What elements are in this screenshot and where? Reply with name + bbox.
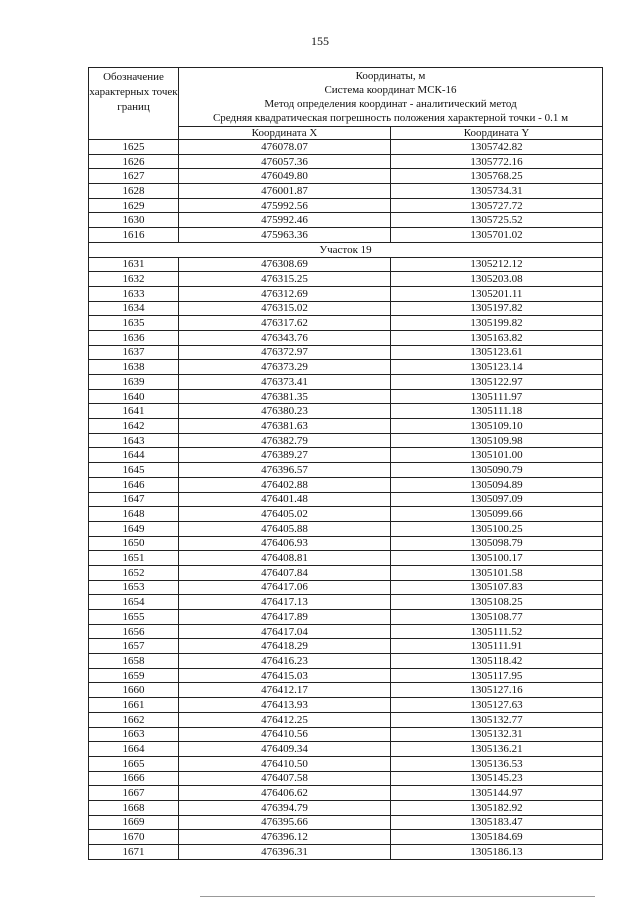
point-id-cell: 1660 — [89, 683, 179, 698]
coordinate-x-cell: 476380.23 — [179, 404, 391, 419]
coordinates-header — [179, 68, 603, 127]
coordinate-y-cell: 1305199.82 — [391, 316, 603, 331]
point-id-cell: 1627 — [89, 169, 179, 184]
coordinate-x-cell: 475992.56 — [179, 198, 391, 213]
coordinate-x-cell: 476381.63 — [179, 419, 391, 434]
point-id-cell: 1651 — [89, 551, 179, 566]
coordinate-x-cell: 476382.79 — [179, 433, 391, 448]
coordinate-y-cell: 1305183.47 — [391, 815, 603, 830]
coordinate-x-cell: 475992.46 — [179, 213, 391, 228]
point-id-cell: 1633 — [89, 286, 179, 301]
table-row — [89, 639, 603, 654]
coordinate-y-cell: 1305136.53 — [391, 756, 603, 771]
coordinate-y-cell: 1305186.13 — [391, 845, 603, 860]
page-number: 155 — [311, 34, 329, 48]
coordinate-y-cell: 1305109.98 — [391, 433, 603, 448]
coordinate-x-cell: 476416.23 — [179, 654, 391, 669]
coordinate-x-cell: 476413.93 — [179, 698, 391, 713]
point-id-cell: 1670 — [89, 830, 179, 845]
coordinate-y-cell: 1305099.66 — [391, 507, 603, 522]
section-title: Участок 19 — [89, 242, 603, 257]
coordinate-x-cell: 476343.76 — [179, 330, 391, 345]
coordinate-y-cell: 1305127.63 — [391, 698, 603, 713]
coordinate-y-cell: 1305097.09 — [391, 492, 603, 507]
coordinate-x-cell: 476312.69 — [179, 286, 391, 301]
point-id-cell: 1663 — [89, 727, 179, 742]
coordinate-y-cell: 1305100.17 — [391, 551, 603, 566]
coordinate-x-cell: 476412.25 — [179, 712, 391, 727]
coordinate-x-cell: 476373.41 — [179, 375, 391, 390]
table-row — [89, 845, 603, 860]
coordinate-y-cell: 1305111.91 — [391, 639, 603, 654]
table-row — [89, 316, 603, 331]
coordinate-x-cell: 476410.56 — [179, 727, 391, 742]
point-id-cell: 1671 — [89, 845, 179, 860]
point-id-cell: 1658 — [89, 654, 179, 669]
coordinate-x-cell: 476405.88 — [179, 521, 391, 536]
table-row — [89, 228, 603, 243]
coordinate-x-cell: 476315.02 — [179, 301, 391, 316]
table-row — [89, 154, 603, 169]
point-label-header: Обозначение характерных точек границ — [89, 68, 179, 140]
table-row — [89, 610, 603, 625]
table-row — [89, 742, 603, 757]
coordinate-x-cell: 476049.80 — [179, 169, 391, 184]
table-row — [89, 595, 603, 610]
coordinate-y-cell: 1305127.16 — [391, 683, 603, 698]
coordinate-y-cell: 1305098.79 — [391, 536, 603, 551]
coordinate-y-cell: 1305144.97 — [391, 786, 603, 801]
table-row — [89, 492, 603, 507]
coordinate-y-cell: 1305123.61 — [391, 345, 603, 360]
coordinate-x-cell: 476401.48 — [179, 492, 391, 507]
coordinate-y-cell: 1305118.42 — [391, 654, 603, 669]
table-row — [89, 668, 603, 683]
coordinate-y-cell: 1305201.11 — [391, 286, 603, 301]
coordinate-y-cell: 1305742.82 — [391, 140, 603, 155]
coordinate-x-cell: 476372.97 — [179, 345, 391, 360]
coordinate-x-cell: 476001.87 — [179, 184, 391, 199]
table-row — [89, 330, 603, 345]
point-id-cell: 1657 — [89, 639, 179, 654]
table-row — [89, 654, 603, 669]
coordinate-y-cell: 1305111.97 — [391, 389, 603, 404]
coordinate-x-cell: 476407.58 — [179, 771, 391, 786]
coordinate-y-cell: 1305136.21 — [391, 742, 603, 757]
point-id-cell: 1629 — [89, 198, 179, 213]
table-row — [89, 140, 603, 155]
table-row — [89, 551, 603, 566]
point-id-cell: 1632 — [89, 272, 179, 287]
table-row — [89, 727, 603, 742]
table-row — [89, 771, 603, 786]
coordinate-x-cell: 476406.62 — [179, 786, 391, 801]
coordinate-x-cell: 476394.79 — [179, 800, 391, 815]
coordinate-y-cell: 1305701.02 — [391, 228, 603, 243]
header-line: Средняя квадратическая погрешность положения характерной точки - 0.1 м — [212, 112, 569, 124]
coordinate-x-cell: 476410.50 — [179, 756, 391, 771]
point-id-cell: 1649 — [89, 521, 179, 536]
coordinate-x-cell: 476402.88 — [179, 477, 391, 492]
coordinate-x-cell: 476412.17 — [179, 683, 391, 698]
table-row — [89, 272, 603, 287]
table-row — [89, 536, 603, 551]
point-id-cell: 1656 — [89, 624, 179, 639]
coordinate-y-cell: 1305122.97 — [391, 375, 603, 390]
point-id-cell: 1653 — [89, 580, 179, 595]
coordinate-y-cell: 1305197.82 — [391, 301, 603, 316]
table-row — [89, 404, 603, 419]
point-id-cell: 1655 — [89, 610, 179, 625]
coordinate-x-cell: 476417.06 — [179, 580, 391, 595]
point-id-cell: 1661 — [89, 698, 179, 713]
coordinate-x-cell: 476407.84 — [179, 565, 391, 580]
coordinate-y-cell: 1305725.52 — [391, 213, 603, 228]
table-row — [89, 712, 603, 727]
point-id-cell: 1641 — [89, 404, 179, 419]
point-id-cell: 1630 — [89, 213, 179, 228]
coordinate-x-cell: 476396.12 — [179, 830, 391, 845]
coordinate-x-cell: 476389.27 — [179, 448, 391, 463]
point-id-cell: 1662 — [89, 712, 179, 727]
point-id-cell: 1652 — [89, 565, 179, 580]
coordinate-x-cell: 476417.13 — [179, 595, 391, 610]
coordinate-y-cell: 1305090.79 — [391, 463, 603, 478]
point-id-cell: 1644 — [89, 448, 179, 463]
point-id-cell: 1666 — [89, 771, 179, 786]
coordinate-x-cell: 476396.31 — [179, 845, 391, 860]
coordinate-y-cell: 1305182.92 — [391, 800, 603, 815]
column-header-y: Координата Y — [391, 127, 603, 140]
coordinate-y-cell: 1305111.18 — [391, 404, 603, 419]
table-row — [89, 360, 603, 375]
point-id-cell: 1664 — [89, 742, 179, 757]
coordinate-x-cell: 476395.66 — [179, 815, 391, 830]
table-row — [89, 698, 603, 713]
point-id-cell: 1631 — [89, 257, 179, 272]
coordinate-y-cell: 1305117.95 — [391, 668, 603, 683]
header-row — [89, 68, 603, 127]
point-id-cell: 1616 — [89, 228, 179, 243]
coordinate-y-cell: 1305145.23 — [391, 771, 603, 786]
coordinate-y-cell: 1305123.14 — [391, 360, 603, 375]
table-row — [89, 565, 603, 580]
coordinate-y-cell: 1305101.00 — [391, 448, 603, 463]
coordinate-x-cell: 476415.03 — [179, 668, 391, 683]
coordinate-y-cell: 1305100.25 — [391, 521, 603, 536]
coordinate-x-cell: 476317.62 — [179, 316, 391, 331]
column-header-x: Координата X — [179, 127, 391, 140]
table-row — [89, 184, 603, 199]
table-row — [89, 521, 603, 536]
point-id-cell: 1626 — [89, 154, 179, 169]
point-id-cell: 1638 — [89, 360, 179, 375]
header-line: Система координат МСК-16 — [324, 84, 457, 96]
table-row — [89, 257, 603, 272]
table-row — [89, 448, 603, 463]
coordinate-x-cell: 476408.81 — [179, 551, 391, 566]
coordinate-y-cell: 1305734.31 — [391, 184, 603, 199]
table-row — [89, 815, 603, 830]
table-row — [89, 301, 603, 316]
table-row — [89, 389, 603, 404]
table-row — [89, 800, 603, 815]
coordinate-y-cell: 1305203.08 — [391, 272, 603, 287]
coordinate-y-cell: 1305132.31 — [391, 727, 603, 742]
coordinate-y-cell: 1305108.77 — [391, 610, 603, 625]
point-id-cell: 1665 — [89, 756, 179, 771]
coordinate-x-cell: 476381.35 — [179, 389, 391, 404]
coordinate-x-cell: 476078.07 — [179, 140, 391, 155]
point-id-cell: 1643 — [89, 433, 179, 448]
coordinate-y-cell: 1305772.16 — [391, 154, 603, 169]
table-row — [89, 286, 603, 301]
table-row — [89, 477, 603, 492]
table-row — [89, 169, 603, 184]
coordinate-x-cell: 476417.89 — [179, 610, 391, 625]
coordinate-x-cell: 476315.25 — [179, 272, 391, 287]
coordinate-x-cell: 476417.04 — [179, 624, 391, 639]
point-id-cell: 1667 — [89, 786, 179, 801]
table-row — [89, 756, 603, 771]
coordinates-table — [88, 67, 603, 860]
point-id-cell: 1668 — [89, 800, 179, 815]
coordinate-y-cell: 1305132.77 — [391, 712, 603, 727]
point-id-cell: 1650 — [89, 536, 179, 551]
table-row — [89, 786, 603, 801]
point-id-cell: 1635 — [89, 316, 179, 331]
coordinate-y-cell: 1305108.25 — [391, 595, 603, 610]
coordinate-y-cell: 1305212.12 — [391, 257, 603, 272]
table-row — [89, 507, 603, 522]
point-id-cell: 1669 — [89, 815, 179, 830]
point-id-cell: 1640 — [89, 389, 179, 404]
bottom-rule — [200, 896, 595, 897]
coordinate-x-cell: 476405.02 — [179, 507, 391, 522]
table-row — [89, 345, 603, 360]
table-row — [89, 463, 603, 478]
point-id-cell: 1634 — [89, 301, 179, 316]
point-id-cell: 1646 — [89, 477, 179, 492]
table-row — [89, 375, 603, 390]
coordinate-x-cell: 475963.36 — [179, 228, 391, 243]
point-id-cell: 1637 — [89, 345, 179, 360]
point-id-cell: 1647 — [89, 492, 179, 507]
coordinate-x-cell: 476418.29 — [179, 639, 391, 654]
table-row — [89, 419, 603, 434]
coordinate-y-cell: 1305111.52 — [391, 624, 603, 639]
coordinate-y-cell: 1305094.89 — [391, 477, 603, 492]
coordinate-x-cell: 476406.93 — [179, 536, 391, 551]
point-id-cell: 1654 — [89, 595, 179, 610]
coordinate-y-cell: 1305101.58 — [391, 565, 603, 580]
coordinate-y-cell: 1305107.83 — [391, 580, 603, 595]
point-id-cell: 1645 — [89, 463, 179, 478]
table-row — [89, 624, 603, 639]
header-line: Координаты, м — [355, 70, 426, 82]
coordinates-table-body — [89, 68, 603, 860]
point-id-cell: 1642 — [89, 419, 179, 434]
coordinate-x-cell: 476409.34 — [179, 742, 391, 757]
table-row — [89, 830, 603, 845]
table-row — [89, 433, 603, 448]
coordinate-y-cell: 1305163.82 — [391, 330, 603, 345]
table-row — [89, 213, 603, 228]
coordinate-y-cell: 1305768.25 — [391, 169, 603, 184]
coordinate-x-cell: 476308.69 — [179, 257, 391, 272]
coordinate-y-cell: 1305184.69 — [391, 830, 603, 845]
table-row — [89, 198, 603, 213]
point-id-cell: 1648 — [89, 507, 179, 522]
section-title-row — [89, 242, 603, 257]
coordinate-y-cell: 1305109.10 — [391, 419, 603, 434]
point-id-cell: 1639 — [89, 375, 179, 390]
point-id-cell: 1636 — [89, 330, 179, 345]
point-id-cell: 1628 — [89, 184, 179, 199]
header-line: Метод определения координат - аналитический метод — [264, 98, 517, 110]
coordinate-x-cell: 476373.29 — [179, 360, 391, 375]
point-id-cell: 1625 — [89, 140, 179, 155]
point-id-cell: 1659 — [89, 668, 179, 683]
coordinate-x-cell: 476057.36 — [179, 154, 391, 169]
coordinate-y-cell: 1305727.72 — [391, 198, 603, 213]
table-row — [89, 683, 603, 698]
table-row — [89, 580, 603, 595]
coordinate-x-cell: 476396.57 — [179, 463, 391, 478]
